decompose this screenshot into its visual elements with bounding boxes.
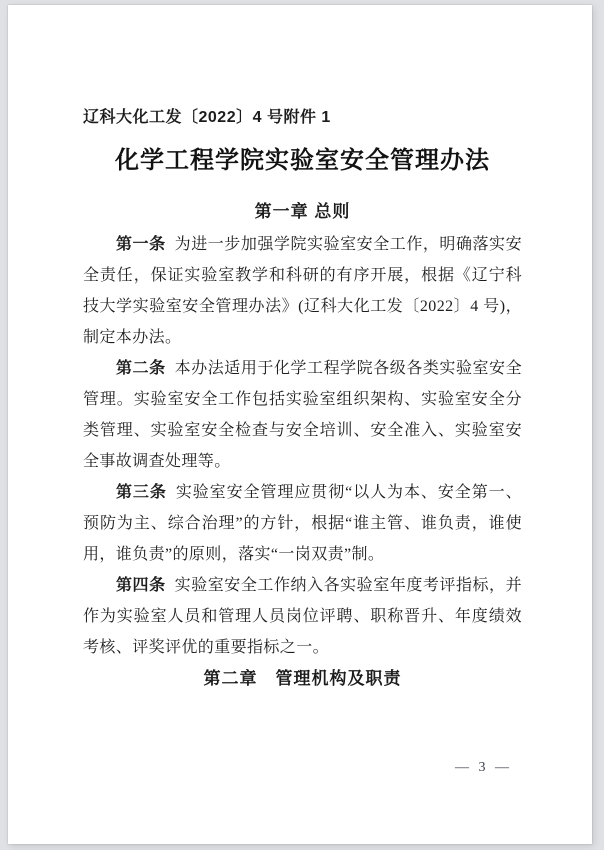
article-1-label: 第一条 <box>116 236 166 253</box>
article-3 <box>83 477 522 570</box>
article-4 <box>83 570 522 663</box>
article-1-text: 为进一步加强学院实验室安全工作，明确落实安全责任，保证实验室教学和科研的有序开展，根据《辽宁科技大学实验室安全管理办法》(辽科大化工发〔2022〕4 号)，制定本办法。 <box>83 236 523 346</box>
article-1 <box>83 229 522 353</box>
article-3-label: 第三条 <box>116 484 167 501</box>
document-reference: 辽科大化工发〔2022〕4 号附件 1 <box>83 109 331 126</box>
page-number: — 3 — <box>455 760 512 775</box>
article-4-label: 第四条 <box>116 577 166 594</box>
article-3-text: 实验室安全管理应贯彻“以人为本、安全第一、预防为主、综合治理”的方针，根据“谁主管、谁负责，谁使用，谁负责”的原则，落实“一岗双责”制。 <box>83 484 522 563</box>
document-page <box>8 5 592 844</box>
article-list <box>83 229 522 663</box>
article-2-label: 第二条 <box>116 360 166 377</box>
article-4-text: 实验室安全工作纳入各实验室年度考评指标，并作为实验室人员和管理人员岗位评聘、职称晋升、年度绩效考核、评奖评优的重要指标之一。 <box>83 577 523 656</box>
chapter-1-heading: 第一章 总则 <box>254 202 351 221</box>
article-2-text: 本办法适用于化学工程学院各级各类实验室安全管理。实验室安全工作包括实验室组织架构、实验室安全分类管理、实验室安全检查与安全培训、安全准入、实验室安全事故调查处理等。 <box>83 360 523 470</box>
document-title: 化学工程学院实验室安全管理办法 <box>115 148 490 174</box>
article-2 <box>83 353 522 477</box>
chapter-2-heading: 第二章 管理机构及职责 <box>203 669 402 688</box>
